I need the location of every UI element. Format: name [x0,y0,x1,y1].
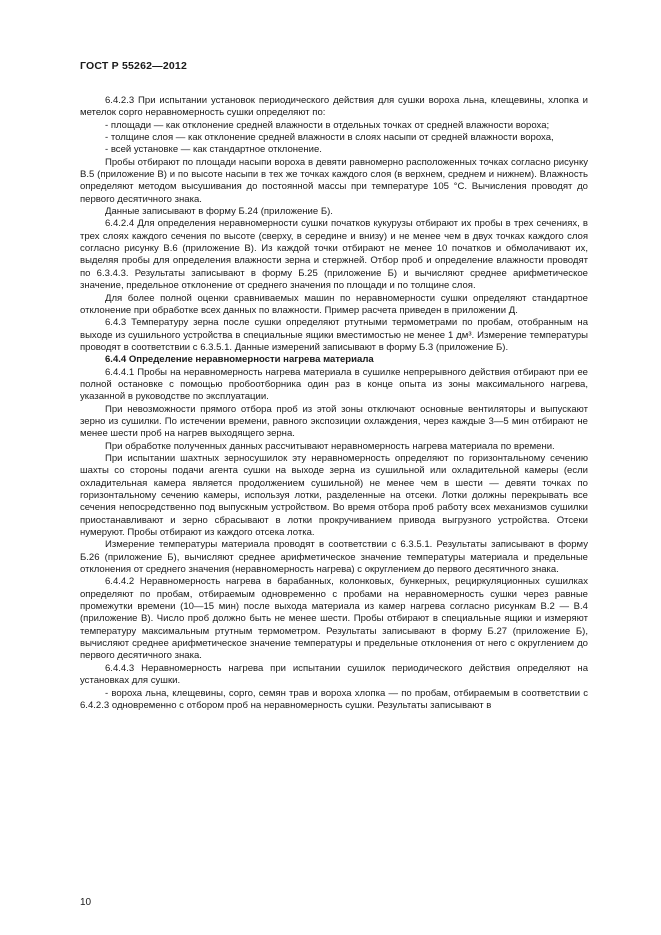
document-body [80,95,588,712]
document-header: ГОСТ Р 55262—2012 [80,60,188,72]
paragraph: При испытании шахтных зерносушилок эту неравномерность определяют по горизонтальному сечению шахты со стороны подачи агента сушки на выходе зерна из сушильной или охладительной камеры (если охладительная камера является продолжением сушильной) не менее чем в шести — девяти точках по горизонтальному сечению камеры, используя лотки, разделенные на отсеки. Лотки должны перекрывать все сечения непосредственно под выпускным устройством. Во время отбора проб работу всех механизмов сушилки приостанавливают и зерно сбрасывают в лотки прокручиванием привода выгрузного устройства. Отсеки нумеруют. Пробы отбирают из каждого отсека лотка. [80,452,588,539]
paragraph: Для более полной оценки сравниваемых машин по неравномерности сушки определяют стандартное отклонение при обработке всех данных по влажности. Пример расчета приведен в приложении Д. [80,292,588,316]
paragraph: Пробы отбирают по площади насыпи вороха в девяти равномерно расположенных точках согласно рисунку В.5 (приложение В) и по высоте насыпи в тех же точках каждого слоя (в верхнем, среднем и нижнем). Влажность определяют методом высушивания до постоянной массы при температуре 105 °С. Вычисления проводят до первого десятичного знака. [80,156,588,205]
paragraph: 6.4.2.4 Для определения неравномерности сушки початков кукурузы отбирают их пробы в трех сечениях, в трех слоях каждого сечения по высоте (сверху, в середине и внизу) и не менее чем в двух точках каждого слоя согласно рисунку В.6 (приложение В). Из каждой точки отбирают не менее 10 початков и обмолачивают их, выделяя пробы для определения влажности зерна и стержней. Отбор проб и определение влажности проводят по 6.3.4.3. Результаты записывают в форму Б.25 (приложение Б) и вычисляют среднее арифметическое значение, предельное отклонение от среднего значения по площади и по толщине слоя. [80,218,588,292]
paragraph: - вороха льна, клещевины, сорго, семян трав и вороха хлопка — по пробам, отбираемым в соответствии с 6.4.2.3 одновременно с отбором проб на неравномерность сушки. Результаты записывают в [80,687,588,711]
paragraph: При обработке полученных данных рассчитывают неравномерность нагрева материала по времени. [105,440,555,452]
paragraph: Измерение температуры материала проводят в соответствии с 6.3.5.1. Результаты записывают в форму Б.26 (приложение Б), вычисляют среднее арифметическое значение температуры материала и предельные отклонения от среднего значения (неравномерность нагрева) с округлением до первого десятичного знака. [80,539,588,576]
paragraph: Данные записывают в форму Б.24 (приложение Б). [105,206,333,218]
paragraph: - толщине слоя — как отклонение средней влажности в слоях насыпи от средней влажности вороха, [105,132,554,144]
paragraph: 6.4.4.2 Неравномерность нагрева в барабанных, колонковых, бункерных, рециркуляционных сушилках определяют по пробам, отбираемым одновременно с пробами на неравномерность сушки через равные промежутки времени (10—15 мин) после выхода материала из камер нагрева согласно рисункам В.2 — В.4 (приложение В). Число проб должно быть не менее шести. Пробы отбирают в специальные ящики и измеряют температуру максимальным ртутным термометром. Результаты записывают в форму Б.27 (приложение Б), вычисляют среднее арифметическое значение температуры и предельные отклонения от него с округлением до первого десятичного знака. [80,576,588,662]
paragraph: - площади — как отклонение средней влажности в отдельных точках от средней влажности вороха; [105,119,550,131]
paragraph: 6.4.2.3 При испытании установок периодического действия для сушки вороха льна, клещевины, хлопка и метелок сорго неравномерность сушки определяют по: [80,95,588,119]
paragraph: 6.4.3 Температуру зерна после сушки определяют ртутными термометрами по пробам, отобранным на выходе из сушильного устройства в специальные ящики вместимостью не менее 1 дм³. Измерение температуры проводят в соответствии с 6.3.5.1. Данные измерений записывают в форму Б.3 (приложение Б). [80,317,588,353]
paragraph: При невозможности прямого отбора проб из этой зоны отключают основные вентиляторы и выпускают зерно из сушилки. По истечении времени, равного экспозиции охлаждения, через каждые 3—5 мин отбирают не менее шести проб на нагрев выходящего зерна. [80,403,588,440]
section-heading: 6.4.4 Определение неравномерности нагрева материала [105,354,374,366]
page-number: 10 [80,897,92,908]
paragraph: 6.4.4.1 Пробы на неравномерность нагрева материала в сушилке непрерывного действия отбирают при ее полной остановке с помощью пробоотборника один раз в конце опыта из зоны максимального нагрева, указанной в руководстве по эксплуатации. [80,366,588,403]
paragraph: 6.4.4.3 Неравномерность нагрева при испытании сушилок периодического действия определяют на установках для сушки. [80,662,588,687]
paragraph: - всей установке — как стандартное отклонение. [105,144,322,156]
